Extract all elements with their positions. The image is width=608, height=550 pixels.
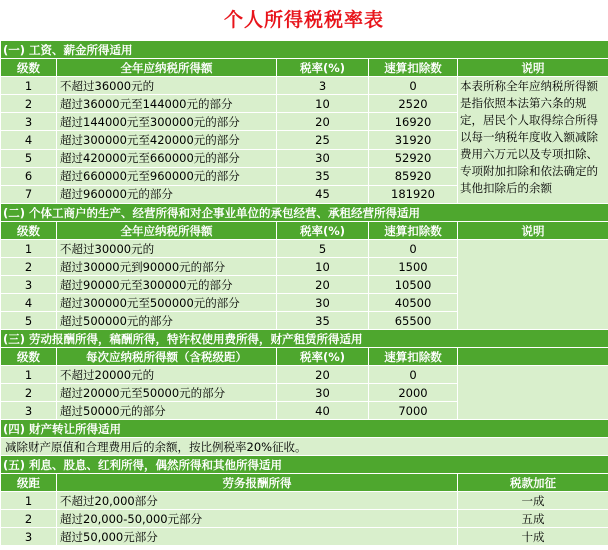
rate-cell: 30 bbox=[277, 294, 369, 312]
note-text: 本表所称全年应纳税所得额是指依照本法第六条的规定，居民个人取得综合所得以每一纳税年度收入额减除费用六万元以及专项扣除、专项附加扣除和依法确定的其他扣除后的余额 bbox=[460, 79, 598, 195]
rate-cell: 25 bbox=[277, 131, 369, 149]
note-cell bbox=[458, 366, 608, 420]
range-cell: 超过500000元的部分 bbox=[57, 312, 277, 330]
range-cell: 不超过20000元的 bbox=[57, 366, 277, 384]
rate-cell: 10 bbox=[277, 95, 369, 113]
deduction-cell: 2000 bbox=[369, 384, 458, 402]
range-cell: 超过960000元的部分 bbox=[57, 185, 277, 203]
tax-rate-table bbox=[0, 40, 608, 546]
level-cell: 2 bbox=[1, 258, 57, 276]
level-cell: 1 bbox=[1, 492, 57, 510]
section-heading: (一) 工资、薪金所得适用 bbox=[1, 41, 608, 59]
column-header: 级数 bbox=[1, 222, 57, 240]
rate-cell: 20 bbox=[277, 113, 369, 131]
rate-cell: 40 bbox=[277, 402, 369, 420]
column-header: 说明 bbox=[458, 222, 608, 240]
level-cell: 1 bbox=[1, 77, 57, 95]
column-header: 速算扣除数 bbox=[369, 222, 458, 240]
column-header: 速算扣除数 bbox=[369, 59, 458, 77]
range-cell: 超过300000元至420000元的部分 bbox=[57, 131, 277, 149]
deduction-cell: 2520 bbox=[369, 95, 458, 113]
level-cell: 7 bbox=[1, 185, 57, 203]
range-cell: 超过420000元至660000元的部分 bbox=[57, 149, 277, 167]
range-cell: 超过50,000元部分 bbox=[57, 528, 458, 546]
deduction-cell: 181920 bbox=[369, 185, 458, 203]
range-cell: 超过36000元至144000元的部分 bbox=[57, 95, 277, 113]
note-cell bbox=[458, 77, 608, 204]
range-cell: 超过300000元至500000元的部分 bbox=[57, 294, 277, 312]
column-header: 每次应纳税所得额（含税级距） bbox=[57, 348, 277, 366]
level-cell: 2 bbox=[1, 384, 57, 402]
level-cell: 1 bbox=[1, 366, 57, 384]
range-cell: 超过20,000-50,000元部分 bbox=[57, 510, 458, 528]
level-cell: 3 bbox=[1, 113, 57, 131]
range-cell: 不超过30000元的 bbox=[57, 240, 277, 258]
deduction-cell: 65500 bbox=[369, 312, 458, 330]
deduction-cell: 0 bbox=[369, 366, 458, 384]
rate-cell: 30 bbox=[277, 149, 369, 167]
column-header: 级数 bbox=[1, 59, 57, 77]
column-header: 速算扣除数 bbox=[369, 348, 458, 366]
range-cell: 超过30000元到90000元的部分 bbox=[57, 258, 277, 276]
deduction-cell: 16920 bbox=[369, 113, 458, 131]
table-row bbox=[1, 77, 608, 95]
text-cell: 减除财产原值和合理费用后的余额，按比例税率20%征收。 bbox=[1, 438, 608, 456]
table-row bbox=[1, 366, 608, 384]
rate-cell: 10 bbox=[277, 258, 369, 276]
range-cell: 超过20000元至50000元的部分 bbox=[57, 384, 277, 402]
level-cell: 4 bbox=[1, 294, 57, 312]
deduction-cell: 40500 bbox=[369, 294, 458, 312]
column-header: 级距 bbox=[1, 474, 57, 492]
column-header: 全年应纳税所得额 bbox=[57, 222, 277, 240]
rate-cell: 35 bbox=[277, 312, 369, 330]
level-cell: 2 bbox=[1, 95, 57, 113]
surcharge-cell: 一成 bbox=[458, 492, 608, 510]
range-cell: 超过50000元的部分 bbox=[57, 402, 277, 420]
level-cell: 3 bbox=[1, 402, 57, 420]
deduction-cell: 1500 bbox=[369, 258, 458, 276]
deduction-cell: 85920 bbox=[369, 167, 458, 185]
range-cell: 不超过20,000部分 bbox=[57, 492, 458, 510]
rate-cell: 20 bbox=[277, 276, 369, 294]
column-header: 级数 bbox=[1, 348, 57, 366]
level-cell: 3 bbox=[1, 528, 57, 546]
rate-cell: 35 bbox=[277, 167, 369, 185]
column-header: 劳务报酬所得 bbox=[57, 474, 458, 492]
level-cell: 4 bbox=[1, 131, 57, 149]
deduction-cell: 10500 bbox=[369, 276, 458, 294]
deduction-cell: 0 bbox=[369, 77, 458, 95]
column-header: 说明 bbox=[458, 59, 608, 77]
rate-cell: 30 bbox=[277, 384, 369, 402]
section-heading: (四) 财产转让所得适用 bbox=[1, 420, 608, 438]
column-header: 税率(%) bbox=[277, 222, 369, 240]
column-header: 全年应纳税所得额 bbox=[57, 59, 277, 77]
note-cell bbox=[458, 240, 608, 330]
table-row bbox=[1, 492, 608, 510]
level-cell: 6 bbox=[1, 167, 57, 185]
rate-cell: 45 bbox=[277, 185, 369, 203]
table-row bbox=[1, 240, 608, 258]
range-cell: 超过144000元至300000元的部分 bbox=[57, 113, 277, 131]
deduction-cell: 52920 bbox=[369, 149, 458, 167]
column-header: 税率(%) bbox=[277, 59, 369, 77]
table-row bbox=[1, 510, 608, 528]
table-row bbox=[1, 528, 608, 546]
table-row bbox=[1, 438, 608, 456]
section-heading: (三) 劳动报酬所得，稿酬所得，特许权使用费所得，财产租赁所得适用 bbox=[1, 330, 608, 348]
level-cell: 1 bbox=[1, 240, 57, 258]
rate-cell: 20 bbox=[277, 366, 369, 384]
rate-cell: 5 bbox=[277, 240, 369, 258]
deduction-cell: 7000 bbox=[369, 402, 458, 420]
level-cell: 2 bbox=[1, 510, 57, 528]
column-header: 税款加征 bbox=[458, 474, 608, 492]
section-heading: (五) 利息、股息、红利所得，偶然所得和其他所得适用 bbox=[1, 456, 608, 474]
level-cell: 3 bbox=[1, 276, 57, 294]
level-cell: 5 bbox=[1, 149, 57, 167]
deduction-cell: 31920 bbox=[369, 131, 458, 149]
surcharge-cell: 十成 bbox=[458, 528, 608, 546]
column-header bbox=[458, 348, 608, 366]
column-header: 税率(%) bbox=[277, 348, 369, 366]
range-cell: 超过90000元至300000元的部分 bbox=[57, 276, 277, 294]
rate-cell: 3 bbox=[277, 77, 369, 95]
deduction-cell: 0 bbox=[369, 240, 458, 258]
page-title: 个人所得税税率表 bbox=[223, 9, 384, 31]
surcharge-cell: 五成 bbox=[458, 510, 608, 528]
section-heading: (二) 个体工商户的生产、经营所得和对企事业单位的承包经营、承租经营所得适用 bbox=[1, 204, 608, 222]
level-cell: 5 bbox=[1, 312, 57, 330]
range-cell: 不超过36000元的 bbox=[57, 77, 277, 95]
range-cell: 超过660000元至960000元的部分 bbox=[57, 167, 277, 185]
